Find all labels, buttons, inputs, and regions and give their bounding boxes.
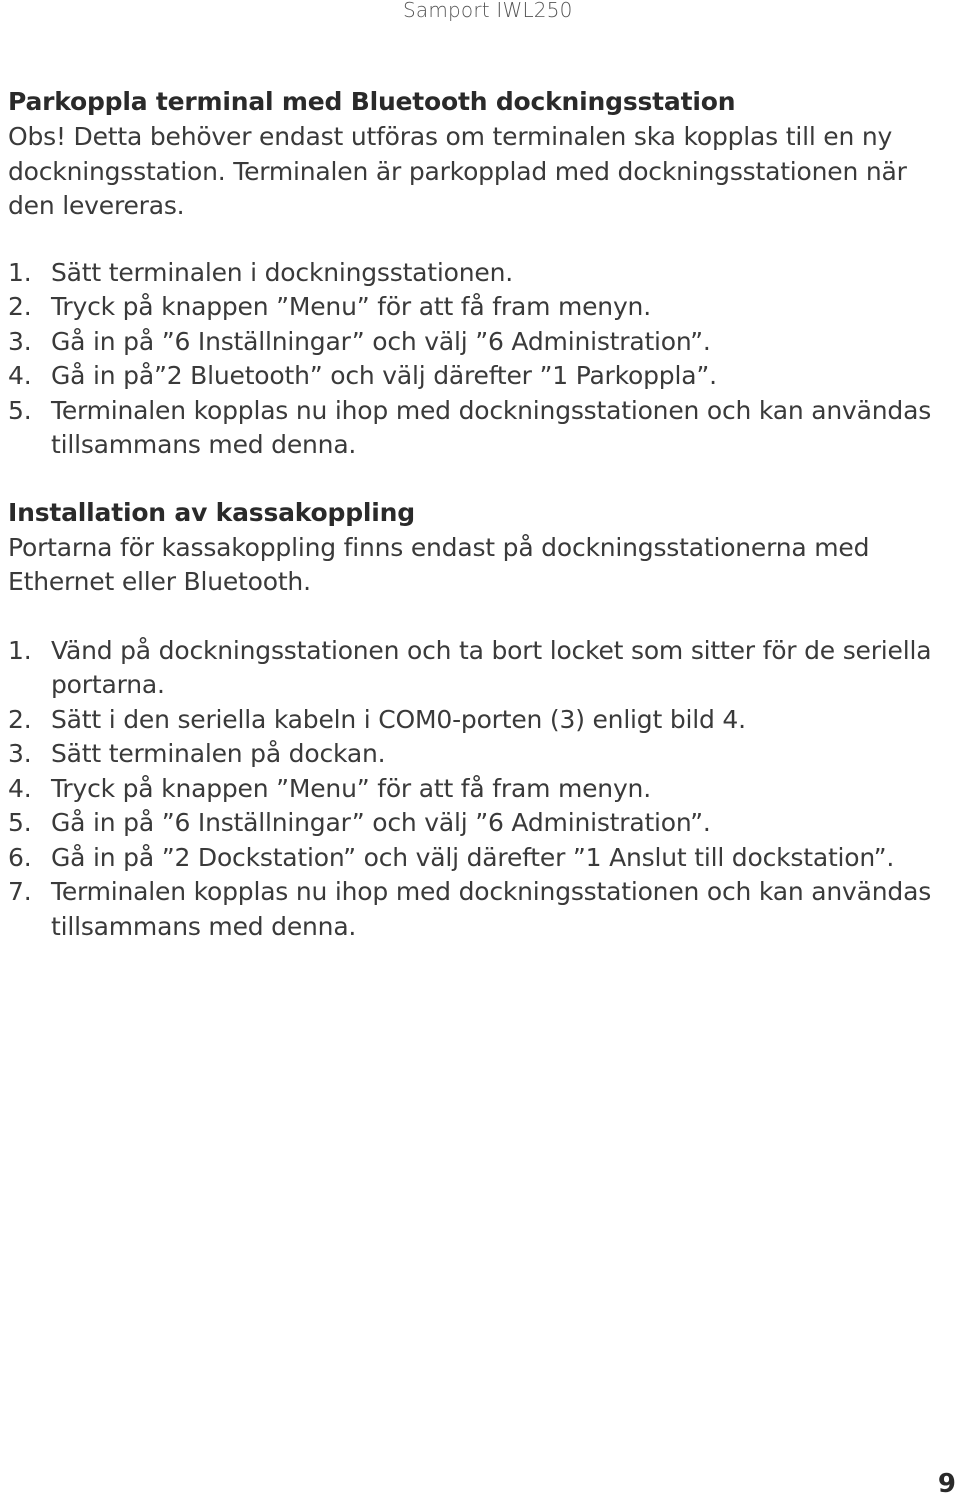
pairing-steps-list	[8, 256, 948, 463]
step-text: Tryck på knappen ”Menu” för att få fram menyn.	[51, 773, 651, 803]
step-number: 3.	[8, 739, 32, 768]
list-item	[8, 841, 948, 876]
list-item	[8, 634, 948, 703]
step-text: Vänd på dockningsstationen och ta bort locket som sitter för de seriella portarna.	[51, 635, 932, 699]
step-number: 1.	[8, 257, 32, 287]
step-text: Terminalen kopplas nu ihop med dockningsstationen och kan användas tillsammans med denna.	[51, 877, 932, 941]
step-text: Gå in på ”2 Dockstation” och välj därefter ”1 Anslut till dockstation”.	[51, 842, 895, 872]
section-title-cash-register: Installation av kassakoppling	[8, 497, 415, 527]
step-number: 2.	[8, 292, 32, 321]
list-item	[8, 703, 948, 738]
step-number: 5.	[8, 395, 32, 425]
section-intro-cash-register: Portarna för kassakoppling finns endast på dockningsstationerna med Ethernet eller Bluetooth.	[8, 532, 870, 596]
step-number: 2.	[8, 704, 32, 734]
step-text: Tryck på knappen ”Menu” för att få fram menyn.	[51, 292, 651, 321]
section-intro-pairing: Obs! Detta behöver endast utföras om terminalen ska kopplas till en ny dockningsstation. Terminalen är parkopplad med dockningsstationen när den levereras.	[8, 122, 907, 220]
cash-register-steps-list	[8, 634, 948, 945]
step-number: 6.	[8, 842, 32, 872]
list-item	[8, 256, 948, 291]
step-text: Terminalen kopplas nu ihop med dockningsstationen och kan användas tillsammans med denna.	[51, 395, 932, 459]
step-text: Gå in på ”6 Inställningar” och välj ”6 Administration”.	[51, 808, 711, 837]
section-title-pairing: Parkoppla terminal med Bluetooth dockningsstation	[8, 87, 736, 116]
list-item	[8, 394, 948, 463]
step-number: 1.	[8, 635, 32, 665]
list-item	[8, 290, 948, 325]
step-number: 7.	[8, 877, 32, 906]
step-text: Sätt terminalen i dockningsstationen.	[51, 257, 513, 287]
list-item	[8, 806, 948, 841]
step-text: Gå in på ”6 Inställningar” och välj ”6 Administration”.	[51, 326, 711, 356]
step-text: Sätt terminalen på dockan.	[51, 739, 386, 768]
step-number: 3.	[8, 326, 32, 356]
step-number: 4.	[8, 773, 32, 803]
list-item	[8, 325, 948, 360]
step-text: Gå in på”2 Bluetooth” och välj därefter ”1 Parkoppla”.	[51, 361, 717, 390]
running-header: Samport IWL250	[403, 0, 573, 22]
step-number: 4.	[8, 361, 32, 390]
page-number: 9	[937, 1469, 956, 1499]
list-item	[8, 737, 948, 772]
step-text: Sätt i den seriella kabeln i COM0-porten (3) enligt bild 4.	[51, 704, 746, 734]
step-number: 5.	[8, 808, 32, 837]
list-item	[8, 875, 948, 944]
list-item	[8, 772, 948, 807]
page-content	[8, 84, 948, 944]
list-item	[8, 359, 948, 394]
